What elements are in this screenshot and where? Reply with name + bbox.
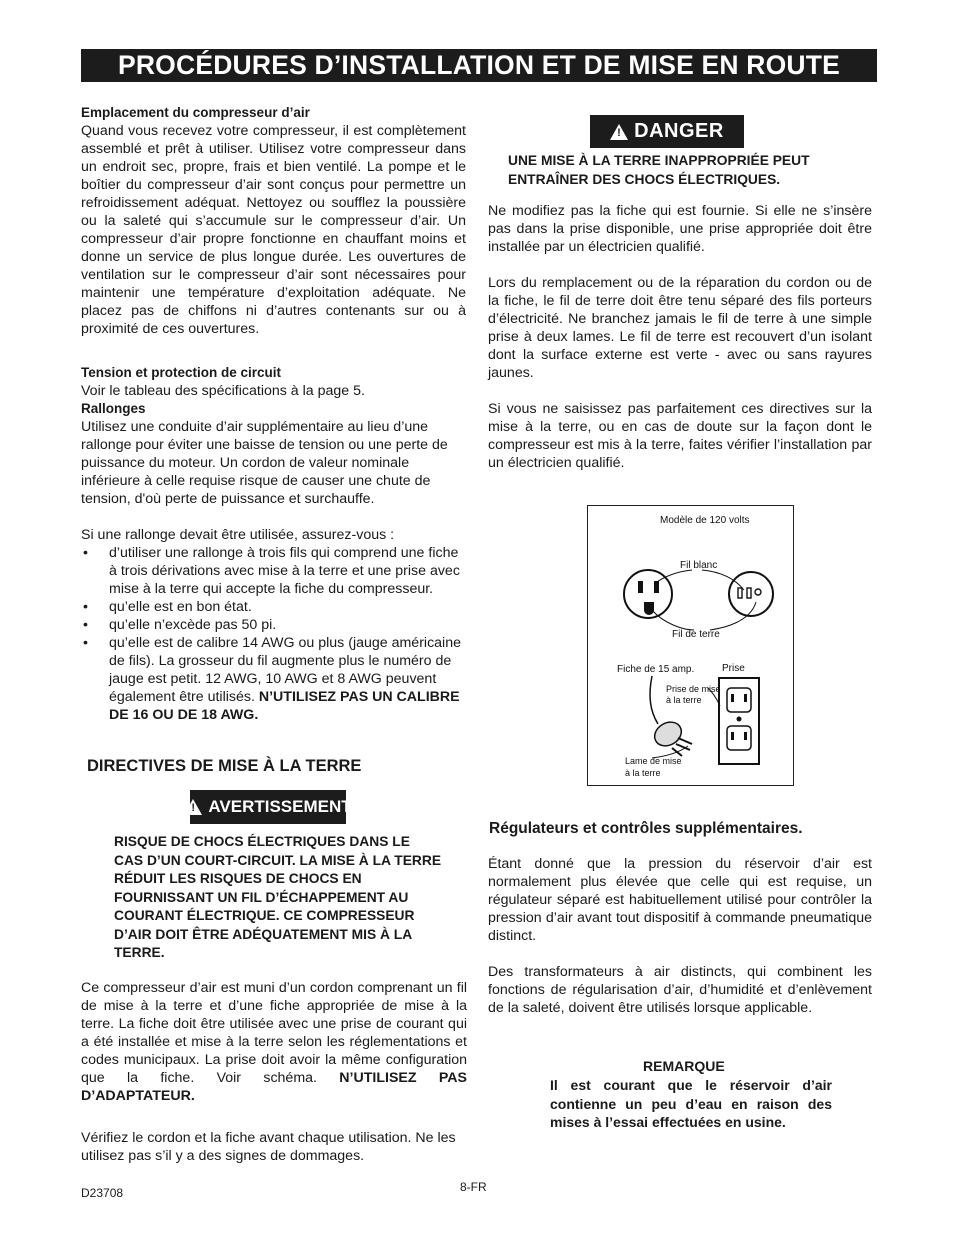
paragraph-transformers: Des transformateurs à air distincts, qui combinent les fonctions de régularisation d’air, d’humidité et d’enlèvement de la saleté, doivent être utilisés lorsque applicable. — [488, 964, 872, 1016]
check-text: Vérifiez le cordon et la fiche avant chaque utilisation. Ne les utilisez pas s’il y a des signes de dommages. — [81, 1130, 456, 1164]
danger-text: UNE MISE À LA TERRE INAPPROPRIÉE PEUT ENTRAÎNER DES CHOCS ÉLECTRIQUES. — [508, 153, 810, 187]
three-prong-plug-icon — [729, 572, 773, 616]
list-item — [81, 634, 466, 724]
label-lame-2: à la terre — [625, 768, 661, 778]
label-lame-1: Lame de mise — [625, 756, 682, 766]
bullet4-text: qu’elle est de calibre 14 AWG ou plus (jauge américaine de fils). La grosseur du fil augmente plus le numéro de jauge est petit. 12 AWG, 10 AWG et 8 AWG peuvent également être utilisés. — [109, 635, 461, 705]
cord-bold: N’UTILISEZ PAS D’ADAPTATEUR. — [81, 1070, 467, 1104]
cord-text: Ce compresseur d’air est muni d’un cordon comprenant un fil de mise à la terre et d’une fiche appropriée de mise à la terre. La fiche doit être utilisée avec une prise de courant qui a été installée et mise à la terre selon les réglementations et codes municipaux. La prise doit avoir la même configuration que la fiche. Voir schéma. — [81, 980, 467, 1086]
placement-heading: Emplacement du compresseur d’air — [81, 105, 310, 120]
paragraph-ground-wire: Lors du remplacement ou de la réparation du cordon ou de la fiche, le fil de terre doit être tenu séparé des fils porteurs d’électricité. Ne branchez jamais le fil de terre à une simple prise à deux lames. Le fil de terre est recouvert d’un isolant dont la surface externe est verte - avec ou sans rayures jaunes. — [488, 275, 872, 381]
cord-block — [81, 979, 467, 1105]
extension-text: Utilisez une conduite d’air supplémentaire au lieu d’une rallonge pour éviter une baisse de tension ou une perte de puissance du moteur. Un cordon de valeur nominale inférieure à celle requise risque de causer une chute de tension, d'où perte de puissance et surchauffe. — [81, 419, 448, 507]
note-heading: REMARQUE — [643, 1058, 725, 1074]
paragraph-plug: Ne modifiez pas la fiche qui est fournie. Si elle ne s’insère pas dans la prise disponible, une prise appropriée doit être installée par un électricien qualifié. — [488, 203, 872, 255]
warning-text: RISQUE DE CHOCS ÉLECTRIQUES DANS LE CAS D’UN COURT-CIRCUIT. LA MISE À LA TERRE RÉDUIT LES RISQUES DE CHOCS EN FOURNISSANT UN FIL D’ÉCHAPPEMENT AU COURANT ÉLECTRIQUE. CE COMPRESSEUR D’AIR DOIT ÊTRE ADÉQUATEMENT MIS À LA TERRE. — [114, 834, 442, 960]
danger-label: DANGER — [634, 120, 724, 142]
grounding-heading: DIRECTIVES DE MISE À LA TERRE — [87, 757, 362, 775]
grounding-diagram — [587, 505, 794, 786]
list-item: • qu’elle est en bon état. — [81, 598, 466, 616]
paragraph-regulator: Étant donné que la pression du réservoir d’air est normalement plus élevée que celle qui est requise, un régulateur séparé est habituellement utilisé pour contrôler la pression d’air avant tout dispositif à commande pneumatique distinct. — [488, 856, 872, 944]
label-fil-de-terre: Fil de terre — [672, 629, 720, 640]
left-column — [81, 104, 466, 338]
warning-label: AVERTISSEMENT — [208, 797, 352, 816]
extension-heading: Rallonges — [81, 401, 146, 416]
list-item: • d’utiliser une rallonge à trois fils qui comprend une fiche à trois dérivations avec mise à la terre et une prise avec mise à la terre qui accepte la fiche du compresseur. — [81, 544, 466, 598]
danger-triangle-icon — [610, 124, 628, 140]
label-prise-mise-1: Prise de mise — [666, 684, 721, 694]
warning-triangle-icon — [184, 799, 202, 815]
bullet4-bold: N’UTILISEZ PAS UN CALIBRE DE 16 OU DE 18 AWG. — [109, 689, 460, 723]
title-bar — [81, 49, 877, 82]
placement-text: Quand vous recevez votre compresseur, il est complètement assemblé et prêt à utiliser. Utilisez votre compresseur dans un endroit sec, propre, frais et bien ventilé. La pompe et le boîtier du compresseur d’air sont conçus pour permettre un refroidissement adéquat. Nettoyez ou soufflez la poussière ou la saleté qui s’accumule sur le compresseur d’air. Un compresseur d’air propre fonctionne en chauffant moins et donne un service de plus longue durée. Les ouvertures de ventilation sur le compresseur d’air sont nécessaires pour maintenir une température d’exploitation adéquate. Ne placez pas de chiffons ni d’autres contenants sur ou à proximité de ces ouvertures. — [81, 123, 466, 337]
regulators-block — [488, 855, 872, 1017]
page-title: PROCÉDURES D’INSTALLATION ET DE MISE EN ROUTE — [117, 50, 841, 80]
right-text-block — [488, 202, 872, 472]
list-item: • qu’elle n’excède pas 50 pi. — [81, 616, 466, 634]
wall-outlet-icon — [719, 678, 759, 764]
label-prise: Prise — [722, 663, 745, 674]
voltage-heading: Tension et protection de circuit — [81, 365, 282, 380]
extension-intro: Si une rallonge devait être utilisée, assurez-vous : — [81, 527, 395, 543]
label-fiche: Fiche de 15 amp. — [617, 664, 695, 675]
label-prise-mise-2: à la terre — [666, 695, 702, 705]
figure-title: Modèle de 120 volts — [660, 515, 750, 526]
voltage-block — [81, 364, 466, 724]
label-fil-blanc: Fil blanc — [680, 560, 718, 571]
danger-badge — [590, 115, 744, 148]
note-text: Il est courant que le réservoir d’air contienne un peu d’eau en raison des mises à l’essai effectuées en usine. — [550, 1077, 832, 1130]
paragraph-doubt: Si vous ne saisissez pas parfaitement ces directives sur la mise à la terre, ou en cas de doute sur la façon dont le compresseur est mis à la terre, faites vérifier l’installation par un électricien qualifié. — [488, 401, 872, 471]
page-number: 8-FR — [460, 1180, 487, 1194]
document-id: D23708 — [81, 1186, 124, 1200]
voltage-text: Voir le tableau des spécifications à la page 5. — [81, 383, 365, 399]
warning-badge — [190, 790, 352, 824]
regulators-heading: Régulateurs et contrôles supplémentaires. — [489, 820, 803, 837]
extension-list — [81, 544, 466, 724]
